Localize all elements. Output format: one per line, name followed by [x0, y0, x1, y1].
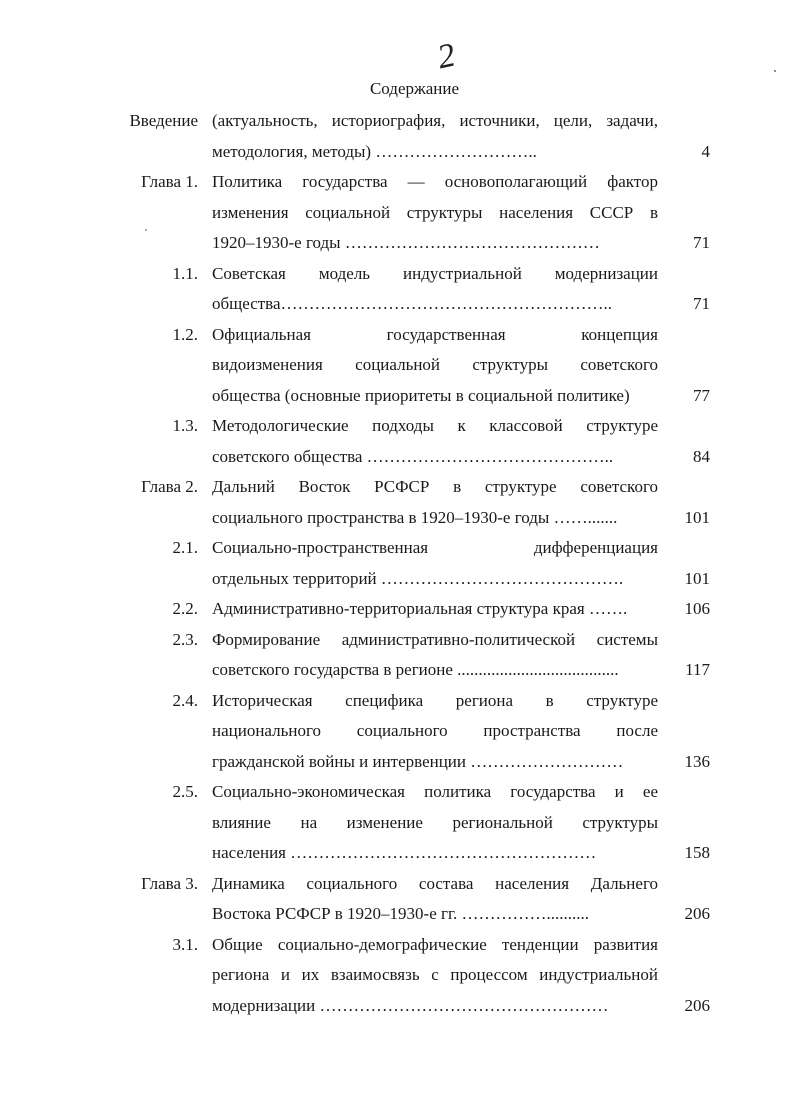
toc-entry[interactable]	[0, 625, 799, 686]
toc-entry-label: Глава 3.	[141, 873, 198, 893]
toc-entry-line: модернизации ……………………………………………	[212, 995, 609, 1015]
toc-entry-label: 1.2.	[172, 324, 198, 344]
toc-entry-title	[212, 320, 658, 412]
toc-entry-line: Формирование административно-политической системы	[212, 629, 658, 649]
toc-entry-line: отдельных территорий …………………………………….	[212, 568, 624, 588]
toc-entry-title	[212, 594, 658, 625]
toc-entry[interactable]	[0, 686, 799, 778]
toc-entry[interactable]	[0, 869, 799, 930]
toc-entry-label: Глава 1.	[141, 172, 198, 191]
toc-entry-line: Дальний Восток РСФСР в структуре советского	[212, 477, 658, 496]
toc-entry-line: населения ………………………………………………	[212, 843, 597, 862]
toc-entry-line: Историческая специфика региона в структуре	[212, 690, 658, 710]
toc-entry[interactable]	[0, 167, 799, 259]
toc-entry[interactable]	[0, 594, 799, 625]
toc-entry-title	[212, 533, 658, 594]
toc-entry[interactable]	[0, 472, 799, 533]
toc-entry-line: советского общества ……………………………………..	[212, 446, 614, 466]
toc-entry-label: 2.3.	[172, 629, 198, 649]
toc-entry-line: общества (основные приоритеты в социальной политике)	[212, 385, 630, 405]
toc-entry-page-number: 106	[684, 599, 710, 618]
toc-entry-label: 3.1.	[172, 934, 198, 954]
toc-entry-line: национального социального пространства после	[212, 721, 658, 740]
toc-entry-page-number: 136	[684, 751, 710, 771]
toc-entry-page-number: 158	[684, 843, 710, 862]
toc-entry-line: Общие социально-демографические тенденции развития	[212, 934, 658, 954]
toc-entry-label: 1.1.	[172, 263, 198, 283]
toc-entry-line: Административно-территориальная структура края …….	[212, 599, 628, 618]
toc-entry-page-number: 77	[693, 385, 710, 405]
toc-entry-line: Советская модель индустриальной модернизации	[212, 263, 658, 283]
toc-entry-page-number: 4	[701, 141, 710, 161]
toc-entry-line: Востока РСФСР в 1920–1930-е гг. ……………..........	[212, 904, 590, 923]
toc-entry-label: 2.4.	[172, 690, 198, 710]
toc-entry-title	[212, 777, 658, 869]
toc-entry-line: 1920–1930-е годы ………………………………………	[212, 233, 600, 252]
table-of-contents	[0, 106, 799, 1021]
toc-entry-title	[212, 167, 658, 259]
toc-title: Содержание	[369, 79, 460, 98]
toc-entry[interactable]	[0, 320, 799, 412]
toc-entry-title	[212, 259, 658, 320]
toc-entry[interactable]	[0, 411, 799, 472]
toc-entry-page-number: 71	[693, 233, 710, 252]
toc-entry[interactable]	[0, 533, 799, 594]
toc-entry-line: методология, методы) ………………………..	[212, 141, 537, 161]
toc-entry-page-number: 101	[684, 568, 710, 588]
toc-entry-page-number: 206	[684, 904, 710, 923]
toc-entry-title	[212, 472, 658, 533]
toc-entry-page-number: 206	[684, 995, 710, 1015]
toc-entry[interactable]	[0, 777, 799, 869]
toc-entry-line: социального пространства в 1920–1930-е годы …….......	[212, 507, 618, 527]
toc-entry-line: изменения социальной структуры населения СССР в	[212, 202, 658, 222]
toc-entry-line: Динамика социального состава населения Дальнего	[212, 873, 658, 893]
toc-entry[interactable]	[0, 106, 799, 167]
toc-entry-title	[212, 106, 658, 167]
toc-entry-title	[212, 411, 658, 472]
handwritten-page-number: 2	[434, 36, 459, 77]
toc-entry-line: Методологические подходы к классовой структуре	[212, 416, 658, 435]
toc-entry-title	[212, 930, 658, 1022]
toc-entry-line: Социально-экономическая политика государства и ее	[212, 782, 658, 801]
toc-entry-label: 2.2.	[172, 599, 198, 618]
toc-entry-line: гражданской войны и интервенции ………………………	[212, 751, 624, 771]
toc-entry-label: 2.5.	[172, 782, 198, 801]
toc-entry[interactable]	[0, 930, 799, 1022]
toc-entry-label: 2.1.	[172, 538, 198, 557]
toc-entry-page-number: 84	[693, 446, 710, 466]
toc-entry[interactable]	[0, 259, 799, 320]
toc-entry-line: общества…………………………………………………..	[212, 294, 613, 313]
toc-entry-page-number: 101	[684, 507, 710, 527]
toc-entry-line: Социально-пространственная дифференциация	[212, 538, 658, 557]
toc-entry-title	[212, 869, 658, 930]
toc-entry-page-number: 117	[685, 660, 710, 679]
toc-entry-line: видоизменения социальной структуры советского	[212, 355, 658, 374]
toc-entry-line: Официальная государственная концепция	[212, 324, 658, 344]
toc-entry-line: региона и их взаимосвязь с процессом индустриальной	[212, 965, 658, 984]
toc-entry-line: советского государства в регионе ......................................	[212, 660, 619, 679]
toc-entry-line: влияние на изменение региональной структуры	[212, 812, 658, 832]
toc-entry-label: 1.3.	[172, 416, 198, 435]
toc-entry-page-number: 71	[693, 294, 710, 313]
toc-entry-title	[212, 686, 658, 778]
toc-entry-line: Политика государства — основополагающий фактор	[212, 172, 658, 191]
toc-entry-line: (актуальность, историография, источники, цели, задачи,	[212, 111, 658, 130]
toc-entry-title	[212, 625, 658, 686]
toc-entry-label: Глава 2.	[141, 477, 198, 496]
scan-speck	[774, 70, 776, 72]
toc-entry-label: Введение	[129, 111, 198, 130]
